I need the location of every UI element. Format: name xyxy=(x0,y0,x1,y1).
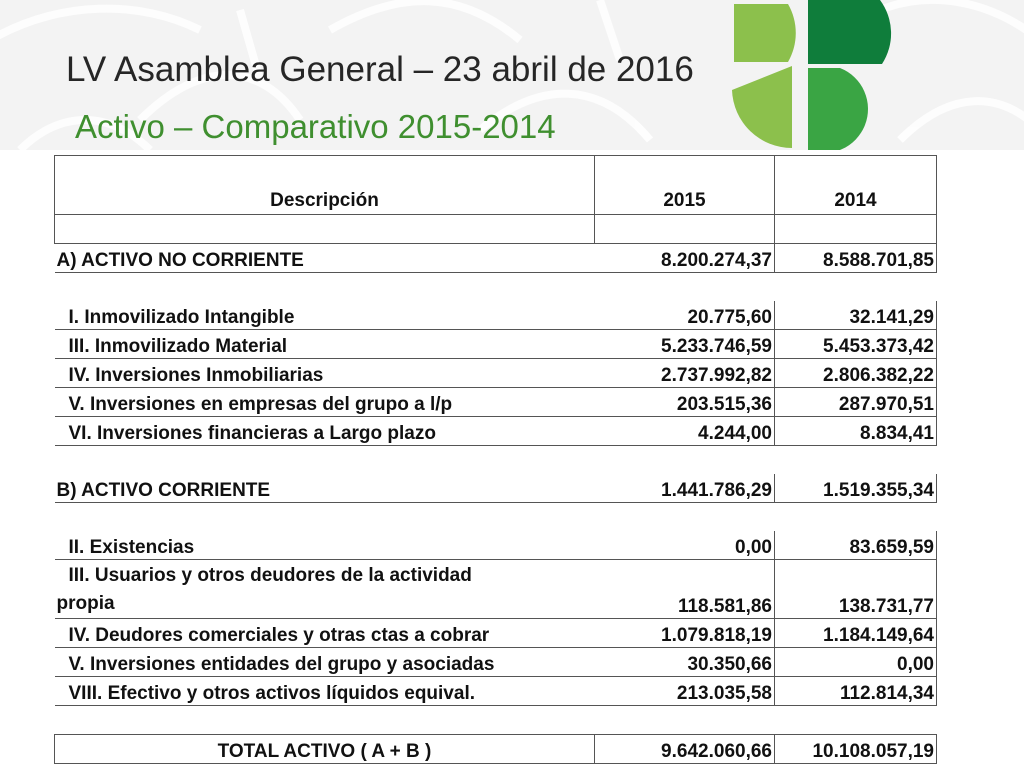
column-header-2015: 2015 xyxy=(595,156,775,215)
asset-comparison-table xyxy=(54,155,937,764)
row-label: V. Inversiones en empresas del grupo a l/p xyxy=(55,388,595,417)
value-2014: 1.519.355,34 xyxy=(775,474,937,503)
value-2015: 2.737.992,82 xyxy=(595,359,775,388)
spacer-row xyxy=(55,503,937,532)
value-2014: 5.453.373,42 xyxy=(775,330,937,359)
row-label: II. Existencias xyxy=(55,531,595,560)
slide-subtitle: Activo – Comparativo 2015-2014 xyxy=(75,108,556,145)
value-2015: 1.079.818,19 xyxy=(595,619,775,648)
table-row xyxy=(55,359,937,388)
clover-leaf-top-left xyxy=(734,4,796,62)
value-2015: 213.035,58 xyxy=(595,677,775,706)
value-2014: 0,00 xyxy=(775,648,937,677)
table-row xyxy=(55,677,937,706)
spacer-row xyxy=(55,446,937,475)
row-label: I. Inmovilizado Intangible xyxy=(55,301,595,330)
section-label: B) ACTIVO CORRIENTE xyxy=(55,474,595,503)
value-2015: 4.244,00 xyxy=(595,417,775,446)
row-label: VI. Inversiones financieras a Largo plazo xyxy=(55,417,595,446)
clover-leaf-top-right xyxy=(808,0,891,64)
total-label: TOTAL ACTIVO ( A + B ) xyxy=(55,735,595,764)
spacer-row xyxy=(55,273,937,302)
table-header-row xyxy=(55,156,937,215)
table-row xyxy=(55,531,937,560)
table-row xyxy=(55,417,937,446)
table-row xyxy=(55,388,937,417)
value-2015: 8.200.274,37 xyxy=(595,244,775,273)
clover-logo-icon xyxy=(730,0,900,150)
spacer-row xyxy=(55,706,937,735)
presentation-title: LV Asamblea General – 23 abril de 2016 xyxy=(66,50,694,89)
header-banner xyxy=(0,0,1024,150)
value-2015: 203.515,36 xyxy=(595,388,775,417)
value-2014: 2.806.382,22 xyxy=(775,359,937,388)
clover-leaf-bottom-right xyxy=(808,68,868,150)
section-row-activo-corriente xyxy=(55,474,937,503)
total-value-2015: 9.642.060,66 xyxy=(595,735,775,764)
value-2015: 118.581,86 xyxy=(595,560,775,619)
column-header-description: Descripción xyxy=(55,156,595,215)
table-row xyxy=(55,301,937,330)
table-row xyxy=(55,648,937,677)
value-2014: 1.184.149,64 xyxy=(775,619,937,648)
row-label: VIII. Efectivo y otros activos líquidos equival. xyxy=(55,677,595,706)
value-2014: 32.141,29 xyxy=(775,301,937,330)
value-2015: 5.233.746,59 xyxy=(595,330,775,359)
total-row xyxy=(55,735,937,764)
row-label: IV. Inversiones Inmobiliarias xyxy=(55,359,595,388)
value-2014: 112.814,34 xyxy=(775,677,937,706)
row-label xyxy=(55,560,595,619)
value-2014: 138.731,77 xyxy=(775,560,937,619)
row-label: V. Inversiones entidades del grupo y asociadas xyxy=(55,648,595,677)
table-row xyxy=(55,560,937,619)
value-2015: 30.350,66 xyxy=(595,648,775,677)
row-label-line-1: III. Usuarios y otros deudores de la actividad xyxy=(68,565,472,586)
table-row xyxy=(55,619,937,648)
value-2014: 287.970,51 xyxy=(775,388,937,417)
section-label: A) ACTIVO NO CORRIENTE xyxy=(55,244,595,273)
row-label-line-2: propia xyxy=(56,593,115,614)
table-row xyxy=(55,330,937,359)
row-label: III. Inmovilizado Material xyxy=(55,330,595,359)
value-2015: 0,00 xyxy=(595,531,775,560)
value-2015: 1.441.786,29 xyxy=(595,474,775,503)
value-2014: 8.834,41 xyxy=(775,417,937,446)
row-label: IV. Deudores comerciales y otras ctas a cobrar xyxy=(55,619,595,648)
clover-leaf-bottom-left xyxy=(732,66,792,148)
section-row-activo-no-corriente xyxy=(55,244,937,273)
total-value-2014: 10.108.057,19 xyxy=(775,735,937,764)
value-2015: 20.775,60 xyxy=(595,301,775,330)
column-header-2014: 2014 xyxy=(775,156,937,215)
value-2014: 8.588.701,85 xyxy=(775,244,937,273)
value-2014: 83.659,59 xyxy=(775,531,937,560)
table-header-blank-row xyxy=(55,215,937,244)
